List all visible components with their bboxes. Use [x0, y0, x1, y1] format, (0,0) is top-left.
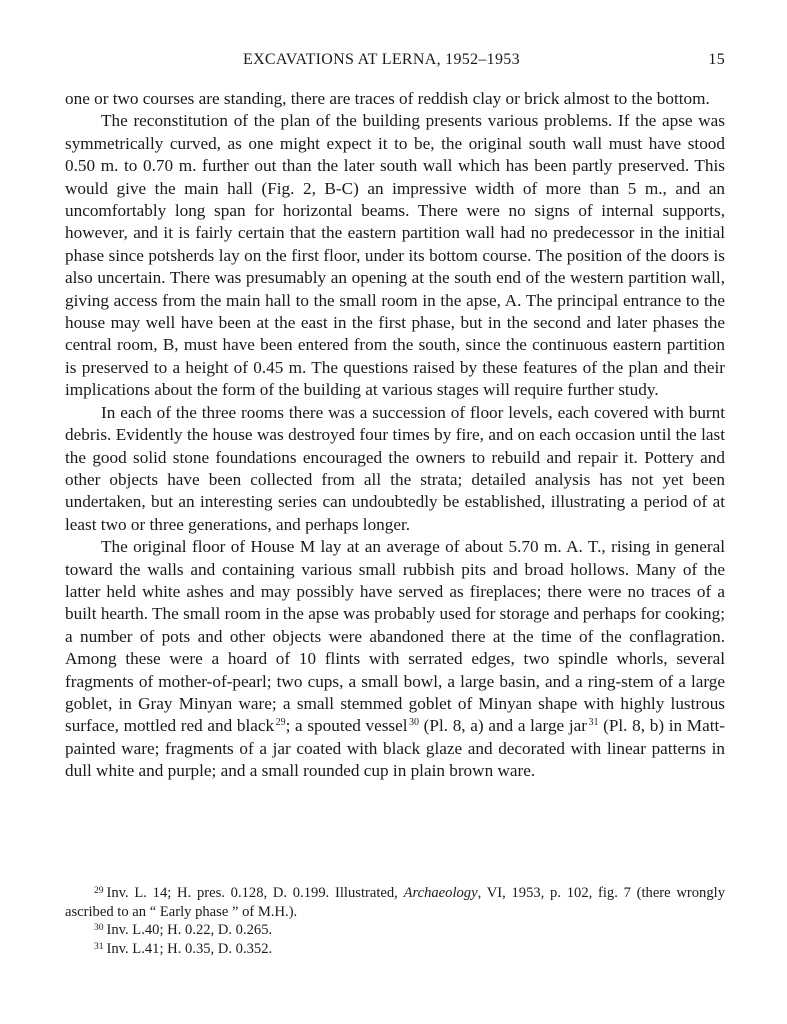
paragraph-4-part-1: The original floor of House M lay at an average of about 5.70 m. A. T., rising in general toward the walls and containing various small rubbish pits and broad hollows. Many of the latter held white ashes and may possibly have served as fireplaces; there were no traces of a built hearth. The small room in the apse was probably used for storage and perhaps for cooking; a number of pots and other objects were abandoned there at the time of the conflagration. Among these were a hoard of 10 flints with serrated edges, two spindle whorls, several fragments of mother-of-pearl; two cups, a small bowl, a large basin, and a ring-stem of a large goblet, in Gray Minyan ware; a small stemmed goblet of Minyan shape with highly lustrous surface, mottled red and black [65, 537, 725, 736]
footnote-text: , VI, 1953, p. 102, fig. 7 (there wrongly ascribed to an “ Early phase ” of M.H.). [65, 885, 726, 920]
paragraph-4 [65, 536, 725, 782]
page-number: 15 [708, 51, 725, 68]
footnote-number: 29 [94, 886, 104, 896]
footnote-29 [65, 884, 725, 921]
paragraph-2: The reconstitution of the plan of the building presents various problems. If the apse was symmetrically curved, as one might expect it to be, the original south wall must have stood 0.50 m. to 0.70 m. further out than the later south wall which has been partly preserved. This would give the main hall (Fig. 2, B-C) an impressive width of more than 5 m., and an uncomfortably long span for horizontal beams. There were no signs of internal supports, however, and it is fairly certain that the eastern partition wall had no predecessor in the initial phase since potsherds lay on the first floor, under its bottom course. The position of the doors is also uncertain. There was presumably an opening at the south end of the western partition wall, giving access from the main hall to the small room in the apse, A. The principal entrance to the house may well have been at the east in the first phase, but in the second and later phases the central room, B, must have been entered from the south, since the continuous eastern partition is preserved to a height of 0.45 m. The questions raised by these features of the plan and their implications about the form of the building at various stages will require further study. [65, 111, 725, 400]
body-text [65, 88, 725, 783]
paragraph-4-part-4: (Pl. 8, b) in Matt-painted ware; fragments of a jar coated with black glaze and decorated with linear patterns in dull white and purple; and a small rounded cup in plain brown ware. [65, 716, 725, 781]
paragraph-3: In each of the three rooms there was a succession of floor levels, each covered with burnt debris. Evidently the house was destroyed four times by fire, and on each occasion until the last the good solid stone foundations encouraged the owners to rebuild and repair it. Pottery and other objects have been collected from all the strata; detailed analysis has not yet been undertaken, but an interesting series can undoubtedly be established, illustrating a period of at least two or three generations, and perhaps longer. [65, 402, 725, 534]
footnote-number: 31 [94, 941, 104, 952]
paragraph-4-part-3: (Pl. 8, a) and a large jar [423, 716, 587, 736]
journal-title: Archaeology [403, 885, 478, 901]
footnote-ref-29: 29 [275, 717, 286, 729]
footnote-ref-30: 30 [408, 717, 419, 729]
running-header [65, 51, 725, 75]
footnote-30 [65, 921, 725, 940]
footnote-text: Inv. L.40; H. 0.22, D. 0.265. [106, 922, 273, 939]
footnote-ref-31: 31 [588, 717, 599, 729]
paragraph-1: one or two courses are standing, there are traces of reddish clay or brick almost to the bottom. [65, 89, 710, 108]
footnote-text: Inv. L.41; H. 0.35, D. 0.352. [106, 940, 273, 957]
paragraph-4-part-2: ; a spouted vessel [285, 716, 408, 736]
footnote-31 [65, 940, 725, 959]
footnote-number: 30 [94, 923, 104, 934]
footnote-text: Inv. L. 14; H. pres. 0.128, D. 0.199. Illustrated, [106, 885, 404, 901]
footnotes [65, 884, 725, 958]
running-title: EXCAVATIONS AT LERNA, 1952–1953 [243, 51, 520, 68]
